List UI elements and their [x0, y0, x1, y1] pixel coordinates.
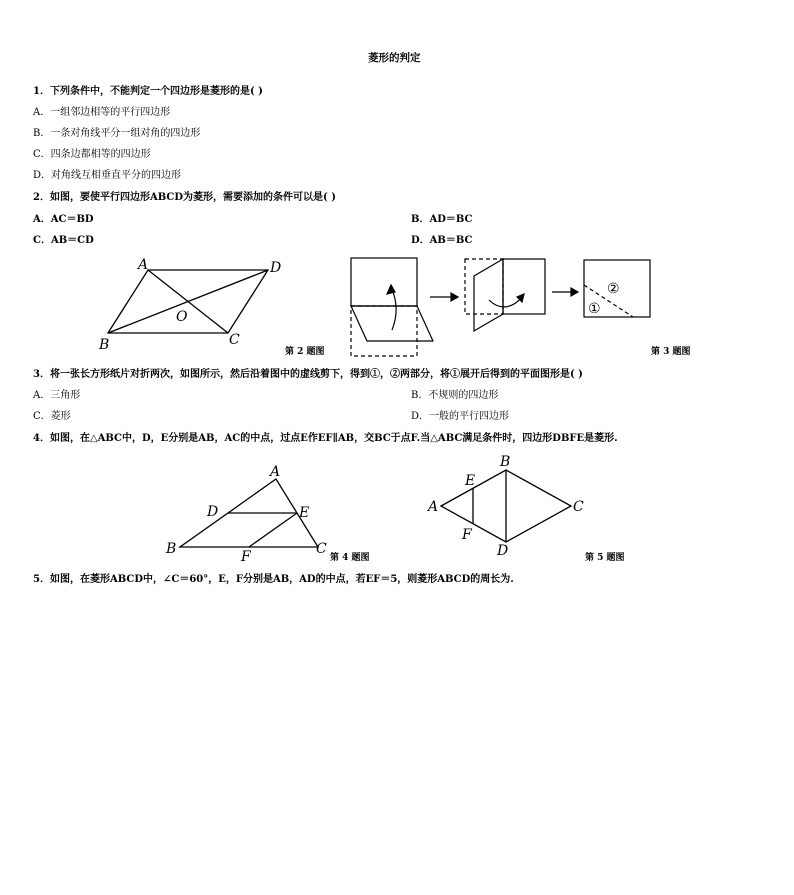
- question-4-stem: 4．如图，在△ABC中，D，E分别是AB，AC的中点，过点E作EF∥AB，交BC于点F.当△ABC满足条件时，四边形DBFE是菱形.: [33, 433, 618, 444]
- fig5-label-d: D: [497, 543, 509, 559]
- figure-5-caption: 第 5 题图: [585, 553, 625, 563]
- fig5-label-e: E: [465, 473, 476, 489]
- fig4-label-c: C: [316, 541, 327, 557]
- fig5-label-f: F: [462, 527, 472, 543]
- figure-2-caption: 第 2 题图: [285, 347, 325, 357]
- question-3-option-d: D．一般的平行四边形: [411, 411, 510, 422]
- fig2-label-a: A: [138, 257, 149, 273]
- fig5-label-a: A: [428, 499, 439, 515]
- question-1-option-d: D．对角线互相垂直平分的四边形: [33, 170, 182, 181]
- question-2-option-c: C．AB＝CD: [33, 235, 94, 246]
- fig4-label-b: B: [166, 541, 177, 557]
- question-1-option-a: A．一组邻边相等的平行四边形: [33, 107, 171, 118]
- fig2-label-b: B: [99, 337, 110, 353]
- figure-4-caption: 第 4 题图: [330, 553, 370, 563]
- question-3-stem: 3．将一张长方形纸片对折两次，如图所示，然后沿着图中的虚线剪下，得到①，②两部分，将①展开后得到的平面图形是( ): [33, 369, 583, 380]
- question-3-option-c: C．菱形: [33, 411, 71, 422]
- question-1-option-b: B．一条对角线平分一组对角的四边形: [33, 128, 201, 139]
- fig4-label-f: F: [241, 549, 251, 565]
- question-1-option-c: C．四条边都相等的四边形: [33, 149, 151, 160]
- question-3-option-a: A．三角形: [33, 390, 81, 401]
- question-5-stem: 5．如图，在菱形ABCD中，∠C＝60°，E，F分别是AB，AD的中点，若EF＝5，则菱形ABCD的周长为.: [33, 574, 514, 585]
- question-2-stem: 2．如图，要使平行四边形ABCD为菱形，需要添加的条件可以是( ): [33, 192, 336, 203]
- fig2-label-c: C: [229, 332, 240, 348]
- question-2-option-a: A．AC＝BD: [33, 214, 94, 225]
- fig2-label-d: D: [270, 260, 282, 276]
- fig5-label-b: B: [500, 454, 511, 470]
- question-3-option-b: B．不规则的四边形: [411, 390, 499, 401]
- question-2-option-b: B．AD＝BC: [411, 214, 473, 225]
- question-2-option-d: D．AB＝BC: [411, 235, 473, 246]
- fig5-label-c: C: [573, 499, 584, 515]
- fig3-region-1: ①: [588, 301, 601, 317]
- fig4-label-a: A: [270, 464, 281, 480]
- fig4-label-e: E: [299, 505, 310, 521]
- fig4-label-d: D: [207, 504, 219, 520]
- fig3-region-2: ②: [607, 281, 620, 297]
- fig2-label-o: O: [176, 309, 188, 325]
- page-title: 菱形的判定: [368, 52, 421, 64]
- figure-3-caption: 第 3 题图: [651, 347, 691, 357]
- question-1-stem: 1．下列条件中，不能判定一个四边形是菱形的是( ): [33, 86, 263, 97]
